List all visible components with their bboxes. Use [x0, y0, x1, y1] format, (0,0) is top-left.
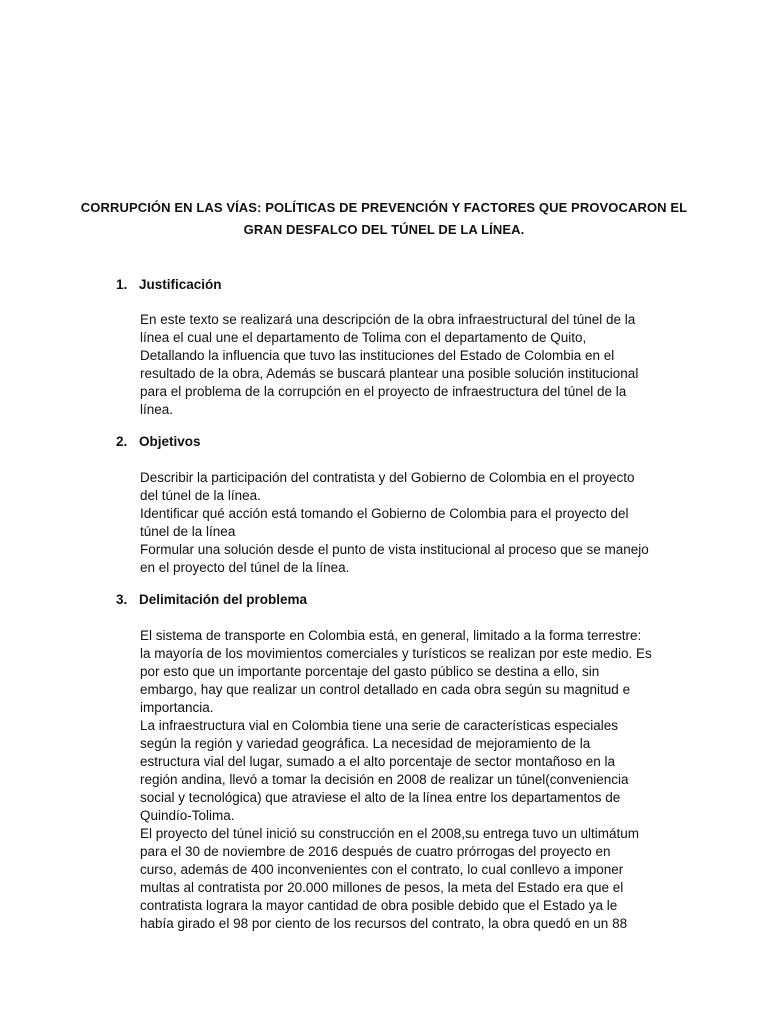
section-title: Objetivos	[139, 434, 201, 449]
section-number: 1.	[116, 277, 128, 292]
title-line-2: GRAN DESFALCO DEL TÚNEL DE LA LÍNEA.	[243, 222, 525, 237]
body-line: según la región y variedad geográfica. La necesidad de mejoramiento de la	[140, 736, 591, 751]
section-body-objetivos	[140, 469, 680, 577]
body-line: había girado el 98 por ciento de los recursos del contrato, la obra quedó en un 88	[140, 916, 628, 931]
section-title: Justificación	[139, 277, 222, 292]
body-line: estructura vial del lugar, sumado a el alto porcentaje de sector montañoso en la	[140, 754, 616, 769]
body-line: en el proyecto del túnel de la línea.	[140, 560, 350, 575]
body-line: embargo, hay que realizar un control detallado en cada obra según su magnitud e	[140, 682, 631, 697]
body-line: curso, además de 400 inconvenientes con el contrato, lo cual conllevo a imponer	[140, 862, 624, 877]
body-line: región andina, llevó a tomar la decisión en 2008 de realizar un túnel(conveniencia	[140, 772, 629, 787]
body-line: Describir la participación del contratista y del Gobierno de Colombia en el proyecto	[140, 470, 635, 485]
section-heading-delimitacion	[116, 591, 307, 609]
body-line: Formular una solución desde el punto de vista institucional al proceso que se manejo	[140, 542, 649, 557]
body-line: El sistema de transporte en Colombia está, en general, limitado a la forma terrestre:	[140, 628, 642, 643]
body-line: social y tecnológica) que atraviese el alto de la línea entre los departamentos de	[140, 790, 621, 805]
document-title	[80, 197, 688, 241]
section-number: 2.	[116, 434, 128, 449]
section-body-justificacion	[140, 311, 680, 419]
body-line: la mayoría de los movimientos comerciales y turísticos se realizan por este medio. Es	[140, 646, 652, 661]
body-line: resultado de la obra, Además se buscará plantear una posible solución institucional	[140, 366, 639, 381]
body-line: importancia.	[140, 700, 214, 715]
body-line: Detallando la influencia que tuvo las instituciones del Estado de Colombia en el	[140, 348, 615, 363]
body-line: del túnel de la línea.	[140, 488, 261, 503]
title-line-1: CORRUPCIÓN EN LAS VÍAS: POLÍTICAS DE PREVENCIÓN Y FACTORES QUE PROVOCARON EL	[80, 200, 688, 215]
body-line: La infraestructura vial en Colombia tiene una serie de características especiales	[140, 718, 618, 733]
section-heading-justificacion	[116, 276, 222, 294]
body-line: línea el cual une el departamento de Tolima con el departamento de Quito,	[140, 330, 587, 345]
body-line: para el problema de la corrupción en el proyecto de infraestructura del túnel de la	[140, 384, 627, 399]
section-number: 3.	[116, 592, 128, 607]
body-line: multas al contratista por 20.000 millones de pesos, la meta del Estado era que el	[140, 880, 624, 895]
body-line: por esto que un importante porcentaje del gasto público se destina a ello, sin	[140, 664, 600, 679]
body-line: El proyecto del túnel inició su construcción en el 2008,su entrega tuvo un ultimátum	[140, 826, 640, 841]
section-body-delimitacion	[140, 627, 680, 933]
section-title: Delimitación del problema	[139, 592, 308, 607]
section-heading-objetivos	[116, 433, 201, 451]
body-line: contratista lograra la mayor cantidad de obra posible debido que el Estado ya le	[140, 898, 618, 913]
body-line: Identificar qué acción está tomando el Gobierno de Colombia para el proyecto del	[140, 506, 629, 521]
body-line: túnel de la línea	[140, 524, 236, 539]
body-line: En este texto se realizará una descripción de la obra infraestructural del túnel de la	[140, 312, 636, 327]
body-line: Quindío-Tolima.	[140, 808, 235, 823]
body-line: para el 30 de noviembre de 2016 después de cuatro prórrogas del proyecto en	[140, 844, 611, 859]
body-line: línea.	[140, 402, 174, 417]
